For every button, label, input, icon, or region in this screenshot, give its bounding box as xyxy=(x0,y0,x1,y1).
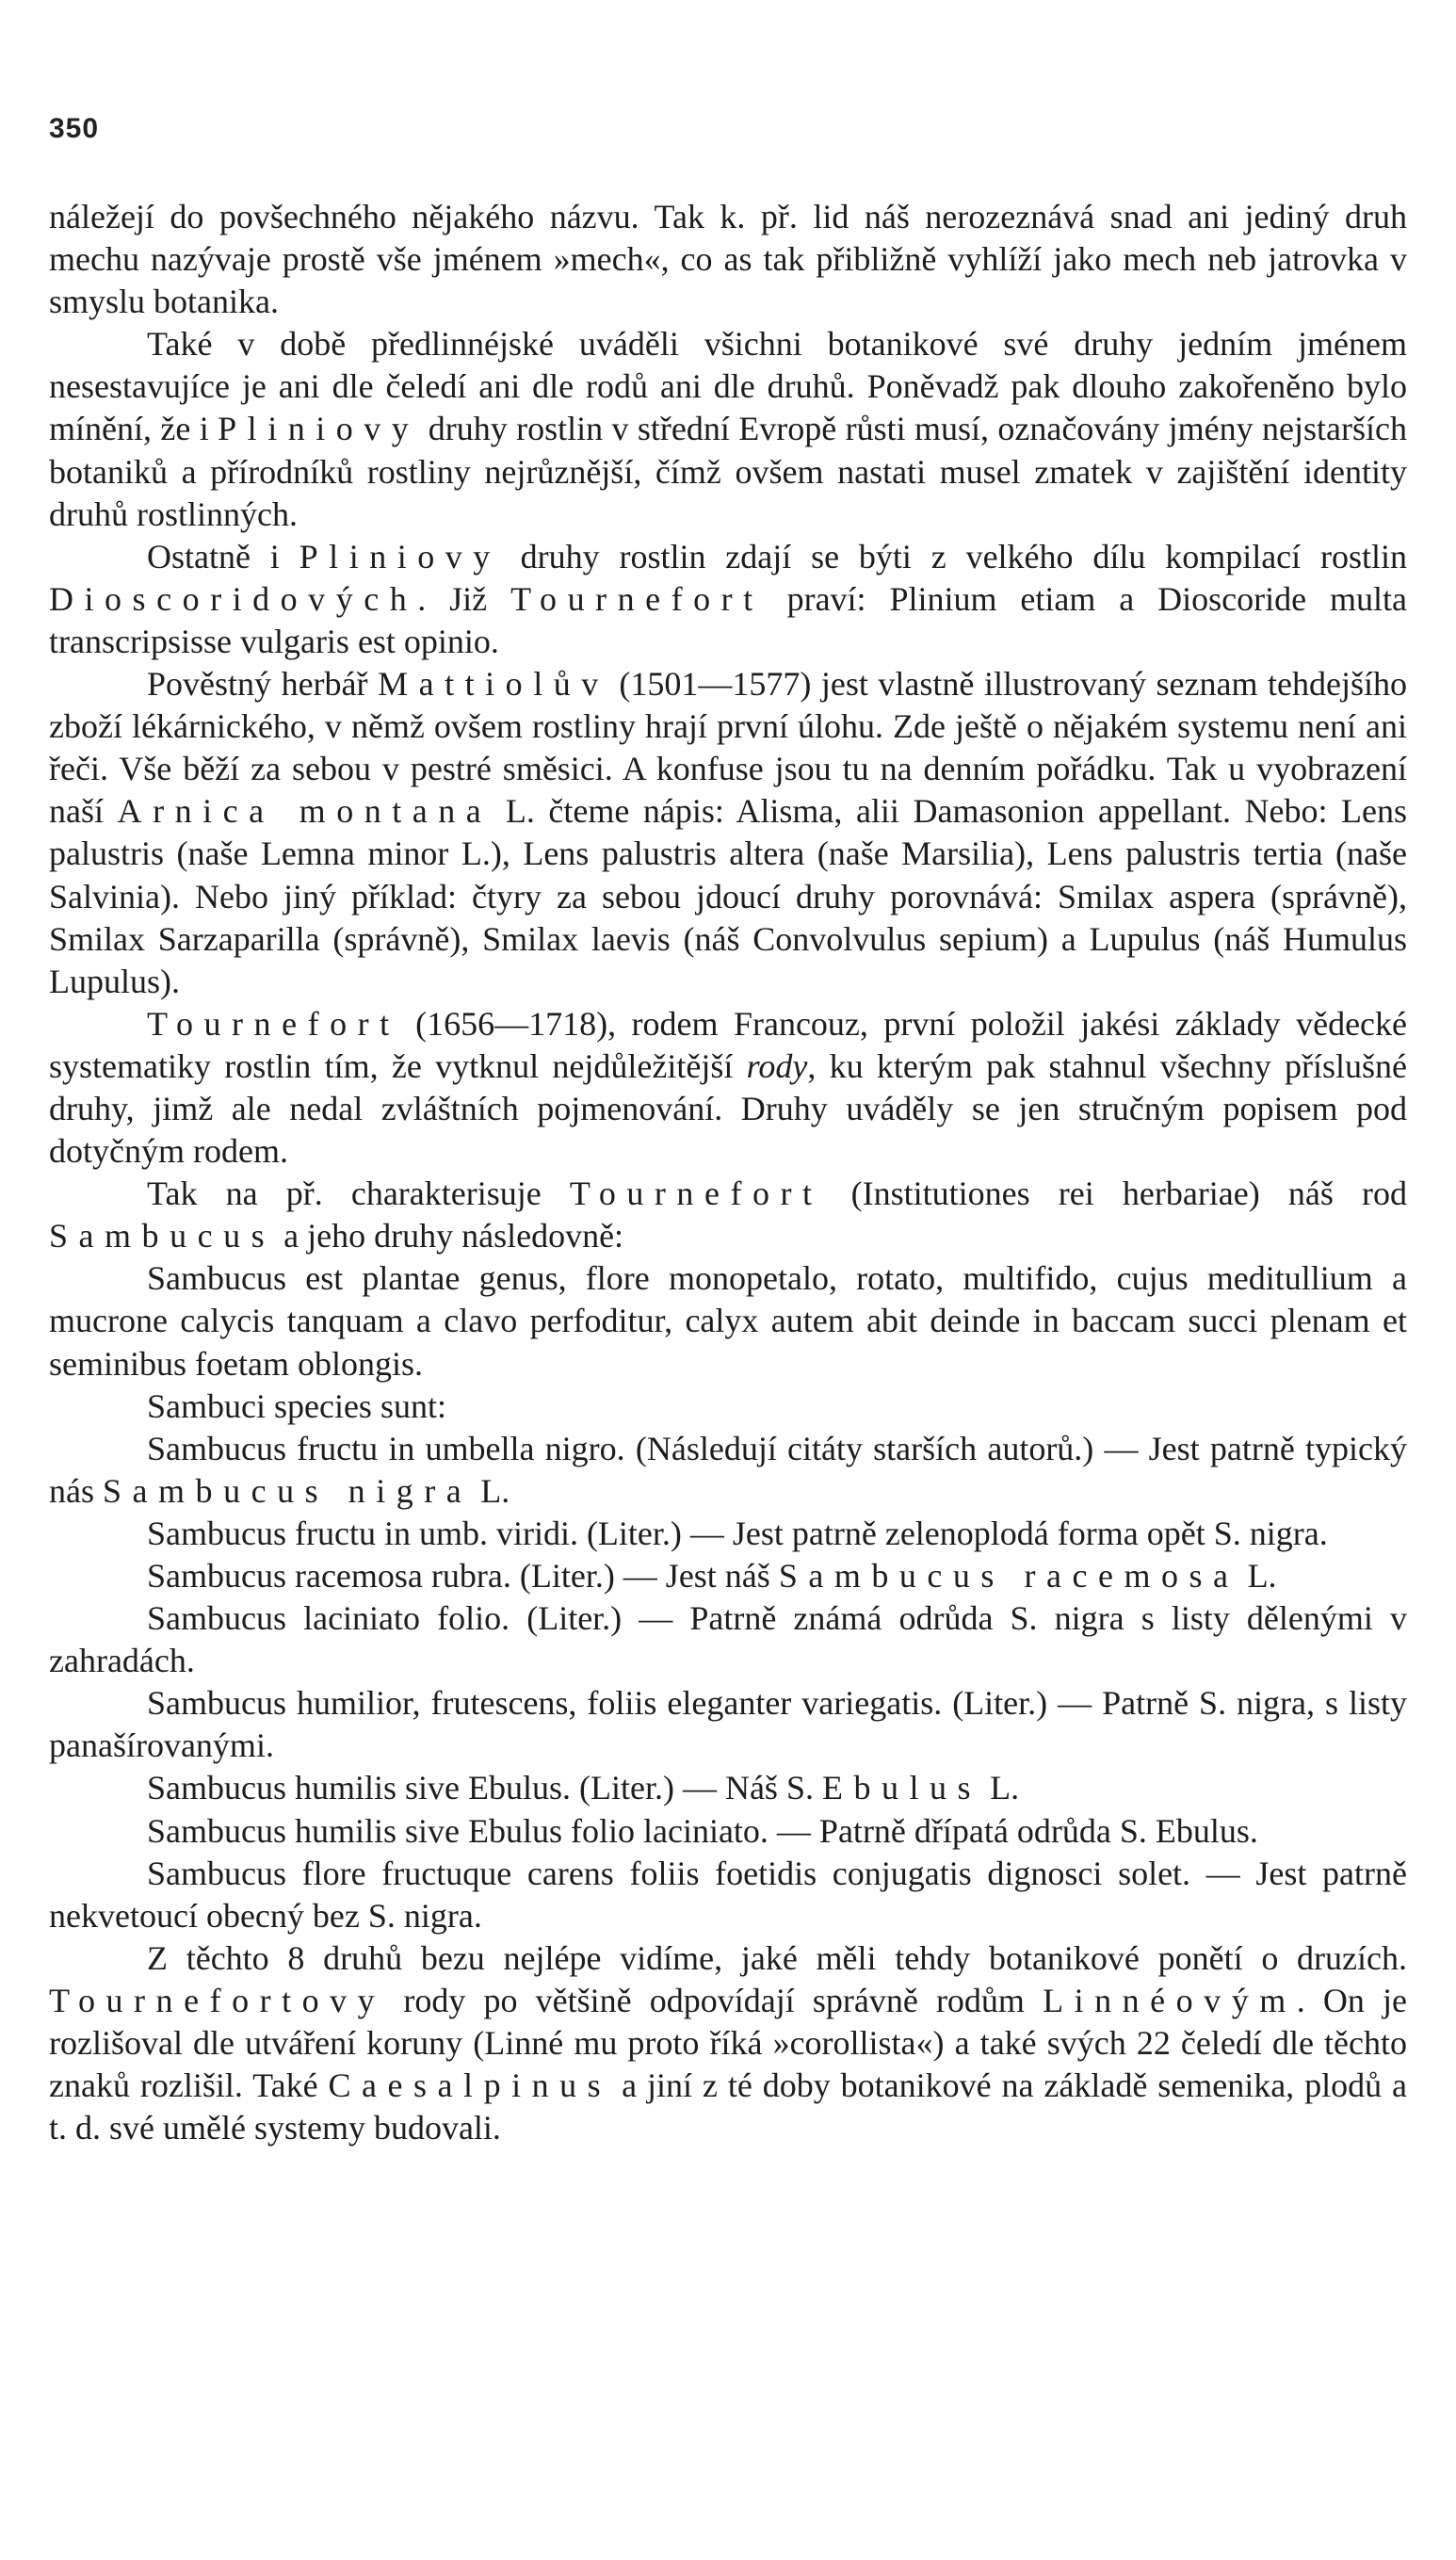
spaced-name: Sambucus nigra xyxy=(103,1471,473,1510)
paragraph xyxy=(49,323,1407,535)
text-run: (Institutiones rei herbariae) náš rod xyxy=(822,1175,1408,1213)
text-run: Sambucus humilior, frutescens, foliis eleganter variegatis. (Liter.) — Patrně S. nigra, s listy panašírovanými. xyxy=(49,1684,1407,1765)
text-run: . Již xyxy=(417,579,511,618)
paragraph xyxy=(49,1385,1407,1428)
text-run: náležejí do povšechného nějakého názvu. Tak k. př. lid náš nerozeznává snad ani jediný druh mechu nazývaje prostě vše jménem »mech«, co as tak přibližně vyhlíží jako mech neb jatrovka v smyslu botanika. xyxy=(49,198,1407,321)
text-run: , ku kterým pak stahnul všechny příslušné druhy, jimž ale nedal zvláštních pojmenování. Druhy uváděly se jen stručným popisem pod dotyčným rodem. xyxy=(49,1046,1408,1171)
text-run: Ostatně i xyxy=(147,537,299,575)
spaced-name: Tournefort xyxy=(510,579,764,618)
page-number: 350 xyxy=(49,113,100,144)
text-run: Také v době předlinnéjské uváděli všichni botanikové své druhy jedním jménem nesestavujíce je ani dle čeledí ani dle rodů ani dle druhů. Poněvadž pak dlouho zakořeněno bylo mínění, že i xyxy=(49,325,1407,448)
paragraph xyxy=(49,1810,1407,1853)
text-run: rody po většině odpovídají správně rodům xyxy=(385,1981,1043,2019)
paragraph xyxy=(49,1597,1407,1682)
body-text xyxy=(49,196,1407,2149)
text-run: a jeho druhy následovně: xyxy=(275,1217,624,1256)
spaced-name: Linnéovým xyxy=(1043,1981,1297,2019)
paragraph xyxy=(49,1767,1407,1809)
spaced-name: Mattiolův xyxy=(378,665,609,704)
text-run: druhy rostlin v střední Evropě růsti musí, označovány jmény nejstarších botaniků a přírodníků rostliny nejrůznější, čímž ovšem nastati musel zmatek v zajištění identity druhů rostlinných. xyxy=(49,410,1407,533)
paragraph xyxy=(49,1555,1407,1597)
text-run: L. xyxy=(472,1471,510,1510)
text-run: Sambucus est plantae genus, flore monopetalo, rotato, multifido, cujus meditullium a mucrone calycis tanquam a clavo perfoditur, calyx autem abit deinde in baccam succi plenam et seminibus foetam oblongis. xyxy=(49,1259,1407,1383)
paragraph xyxy=(49,1173,1407,1257)
spaced-name: Ebulus xyxy=(821,1769,982,1807)
text-run: Sambucus fructu in umb. viridi. (Liter.) — Jest patrně zelenoplodá forma opět S. nigra. xyxy=(147,1514,1328,1552)
spaced-name: Pliniovy xyxy=(218,410,420,448)
spaced-name: Sambucus xyxy=(49,1217,276,1256)
text-run: praví: Plinium etiam a Dioscoride multa transcripsisse vulgaris est opinio. xyxy=(49,579,1407,660)
text-run: Z těchto 8 druhů bezu nejlépe vidíme, jaké měli tehdy botanikové ponětí o druzích. xyxy=(147,1938,1407,1977)
text-run: a jiní z té doby botanikové na základě semenika, plodů a t. d. své umělé systemy budovali. xyxy=(49,2066,1407,2147)
italic-term: rody xyxy=(746,1046,808,1085)
text-run: (1656—1718), rodem Francouz, první položil jakési základy vědecké systematiky rostlin tím, že vytknul nejdůležitější xyxy=(49,1004,1407,1085)
spaced-name: Pliniovy xyxy=(299,537,501,575)
spaced-name: Tournefortovy xyxy=(49,1981,386,2019)
paragraph xyxy=(49,1257,1407,1385)
paragraph xyxy=(49,1853,1407,1937)
text-run: Sambucus racemosa rubra. (Liter.) — Jest náš xyxy=(147,1557,779,1595)
text-run: Sambucus laciniato folio. (Liter.) — Patrně známá odrůda S. nigra s listy dělenými v zahradách. xyxy=(49,1599,1407,1680)
paragraph xyxy=(49,1937,1407,2149)
spaced-name: Arnica montana xyxy=(117,792,493,831)
spaced-name: Dioscoridových xyxy=(49,579,418,618)
paragraph xyxy=(49,1003,1407,1173)
text-run: L. xyxy=(981,1769,1020,1807)
text-run: Sambucus humilis sive Ebulus. (Liter.) — Náš S. xyxy=(147,1769,822,1807)
spaced-name: Caesalpinus xyxy=(328,2066,612,2105)
paragraph xyxy=(49,536,1407,663)
text-run: (1501—1577) jest vlastně illustrovaný seznam tehdejšího zboží lékárnického, v němž ovšem rostliny hrají první úlohu. Zde ještě o nějakém systemu není ani řeči. Vše běží za sebou v pestré směsici. A konfuse jsou tu na denním pořádku. Tak u vyobrazení naší xyxy=(49,665,1407,831)
text-run: Sambuci species sunt: xyxy=(147,1386,446,1425)
text-run: druhy rostlin zdají se býti z velkého dílu kompilací rostlin xyxy=(500,537,1407,575)
text-run: Tak na př. charakterisuje xyxy=(147,1175,570,1213)
paragraph xyxy=(49,663,1407,1003)
paragraph xyxy=(49,1682,1407,1767)
text-run: Sambucus humilis sive Ebulus folio laciniato. — Patrně dřípatá odrůda S. Ebulus. xyxy=(147,1811,1258,1850)
paragraph xyxy=(49,1428,1407,1513)
paragraph xyxy=(49,1513,1407,1555)
text-run: . On je rozlišoval dle utváření koruny (Linné mu proto říká »corollista«) a také svých 22 čeledí dle těchto znaků rozlišil. Také xyxy=(49,1981,1407,2105)
text-run: Sambucus fructu in umbella nigro. (Následují citáty starších autorů.) — Jest patrně typický nás xyxy=(49,1429,1407,1510)
text-run: Pověstný herbář xyxy=(147,665,379,704)
spaced-name: Tournefort xyxy=(147,1004,400,1043)
text-run: Sambucus flore fructuque carens foliis foetidis conjugatis dignosci solet. — Jest patrně nekvetoucí obecný bez S. nigra. xyxy=(49,1854,1407,1935)
text-run: L. xyxy=(1238,1557,1277,1595)
paragraph xyxy=(49,196,1407,323)
spaced-name: Tournefort xyxy=(569,1175,823,1213)
spaced-name: Sambucus racemosa xyxy=(778,1557,1239,1595)
text-run: L. čteme nápis: Alisma, alii Damasonion appellant. Nebo: Lens palustris (naše Lemna minor L.), Lens palustris altera (naše Marsilia), Lens palustris tertia (naše Salvinia). Nebo jiný příklad: čtyry za sebou jdoucí druhy porovnává: Smilax aspera (správně), Smilax Sarzaparilla (správně), Smilax laevis (náš Convolvulus sepium) a Lupulus (náš Humulus Lupulus). xyxy=(49,792,1407,1000)
